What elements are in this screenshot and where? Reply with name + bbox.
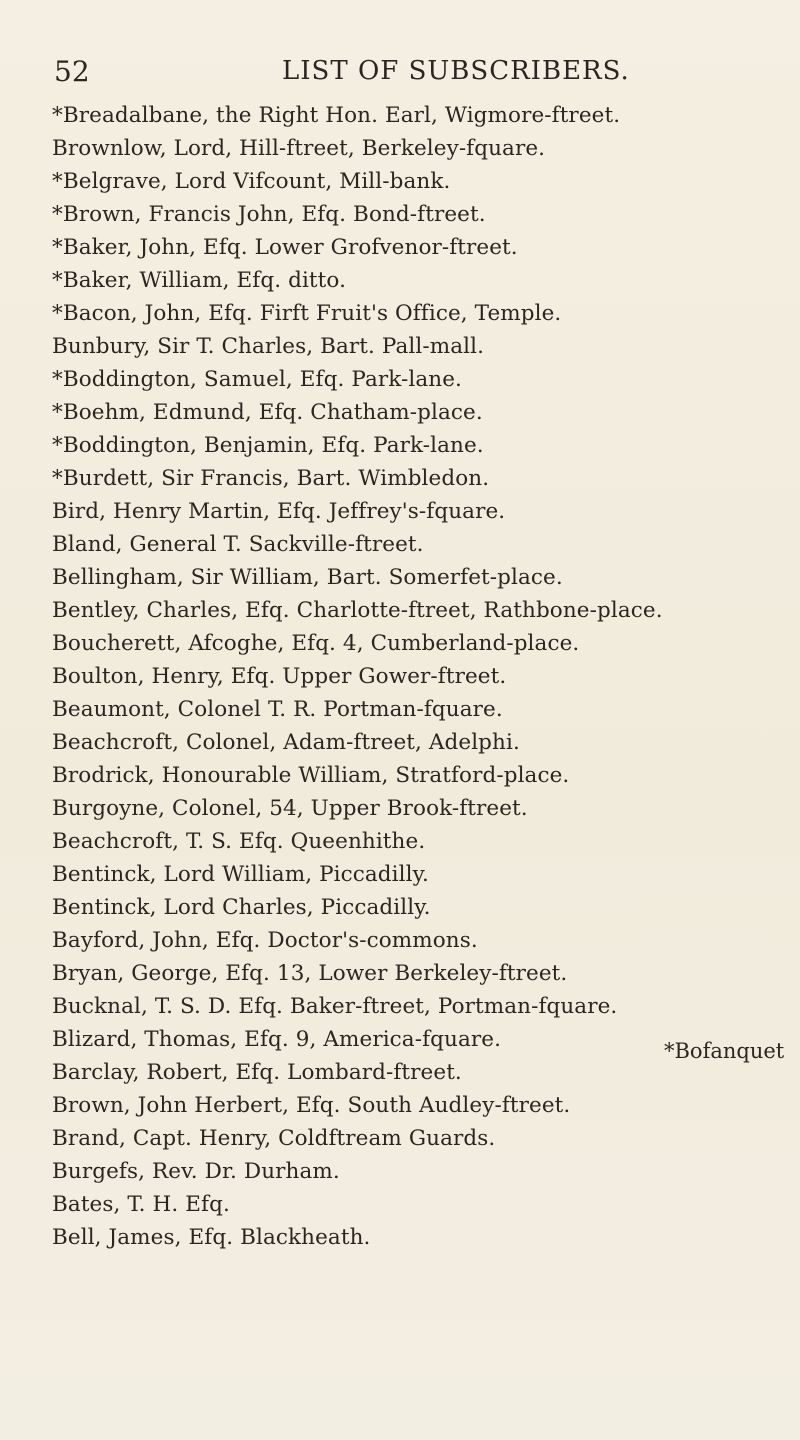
subscriber-entry: Beachcroft, T. S. Efq. Queenhithe. xyxy=(52,829,426,854)
subscriber-entry: Brownlow, Lord, Hill-ftreet, Berkeley-fquare. xyxy=(52,136,546,161)
subscriber-entry: Bird, Henry Martin, Efq. Jeffrey's-fquare. xyxy=(52,499,506,524)
subscriber-entry: *Belgrave, Lord Vifcount, Mill-bank. xyxy=(52,169,451,194)
subscriber-entry: Bayford, John, Efq. Doctor's-commons. xyxy=(52,928,478,953)
subscriber-entry: Boucherett, Afcoghe, Efq. 4, Cumberland-place. xyxy=(52,631,580,656)
subscriber-entry: *Baker, William, Efq. ditto. xyxy=(52,268,347,293)
subscriber-entry: *Bacon, John, Efq. Firft Fruit's Office, Temple. xyxy=(52,301,562,326)
subscriber-entry: Bates, T. H. Efq. xyxy=(52,1192,230,1217)
subscriber-entry: Bell, James, Efq. Blackheath. xyxy=(52,1225,371,1250)
running-head: LIST OF SUBSCRIBERS. xyxy=(282,56,630,86)
subscriber-entry: Bentinck, Lord William, Piccadilly. xyxy=(52,862,429,887)
subscriber-entry: Bryan, George, Efq. 13, Lower Berkeley-ftreet. xyxy=(52,961,568,986)
subscriber-entry: *Brown, Francis John, Efq. Bond-ftreet. xyxy=(52,202,486,227)
subscriber-entry: *Boddington, Benjamin, Efq. Park-lane. xyxy=(52,433,484,458)
subscriber-entry: Bunbury, Sir T. Charles, Bart. Pall-mall. xyxy=(52,334,485,359)
subscriber-entry: Barclay, Robert, Efq. Lombard-ftreet. xyxy=(52,1060,462,1085)
subscriber-entry: *Boehm, Edmund, Efq. Chatham-place. xyxy=(52,400,483,425)
subscriber-entry: Brodrick, Honourable William, Stratford-place. xyxy=(52,763,570,788)
subscriber-entry: Bellingham, Sir William, Bart. Somerfet-place. xyxy=(52,565,563,590)
subscriber-entry: Beachcroft, Colonel, Adam-ftreet, Adelphi. xyxy=(52,730,520,755)
subscriber-entry: Burgoyne, Colonel, 54, Upper Brook-ftreet. xyxy=(52,796,528,821)
subscriber-entry: Bentinck, Lord Charles, Piccadilly. xyxy=(52,895,431,920)
subscriber-entry: Brown, John Herbert, Efq. South Audley-ftreet. xyxy=(52,1093,571,1118)
subscriber-entry: Boulton, Henry, Efq. Upper Gower-ftreet. xyxy=(52,664,507,689)
subscriber-entry: Brand, Capt. Henry, Coldftream Guards. xyxy=(52,1126,496,1151)
subscriber-entry: Beaumont, Colonel T. R. Portman-fquare. xyxy=(52,697,503,722)
subscriber-entry: Burgefs, Rev. Dr. Durham. xyxy=(52,1159,340,1184)
catchword: *Bofanquet xyxy=(664,1039,785,1063)
subscriber-list xyxy=(52,99,792,1254)
subscriber-entry: *Breadalbane, the Right Hon. Earl, Wigmore-ftreet. xyxy=(52,103,621,128)
subscriber-entry: *Burdett, Sir Francis, Bart. Wimbledon. xyxy=(52,466,490,491)
subscriber-entry: Bucknal, T. S. D. Efq. Baker-ftreet, Portman-fquare. xyxy=(52,994,618,1019)
subscriber-entry: Blizard, Thomas, Efq. 9, America-fquare. xyxy=(52,1027,502,1052)
subscriber-entry: Bentley, Charles, Efq. Charlotte-ftreet, Rathbone-place. xyxy=(52,598,663,623)
subscriber-entry: *Baker, John, Efq. Lower Grofvenor-ftreet. xyxy=(52,235,518,260)
page-number: 52 xyxy=(54,55,90,88)
subscriber-entry: Bland, General T. Sackville-ftreet. xyxy=(52,532,424,557)
subscriber-entry: *Boddington, Samuel, Efq. Park-lane. xyxy=(52,367,462,392)
